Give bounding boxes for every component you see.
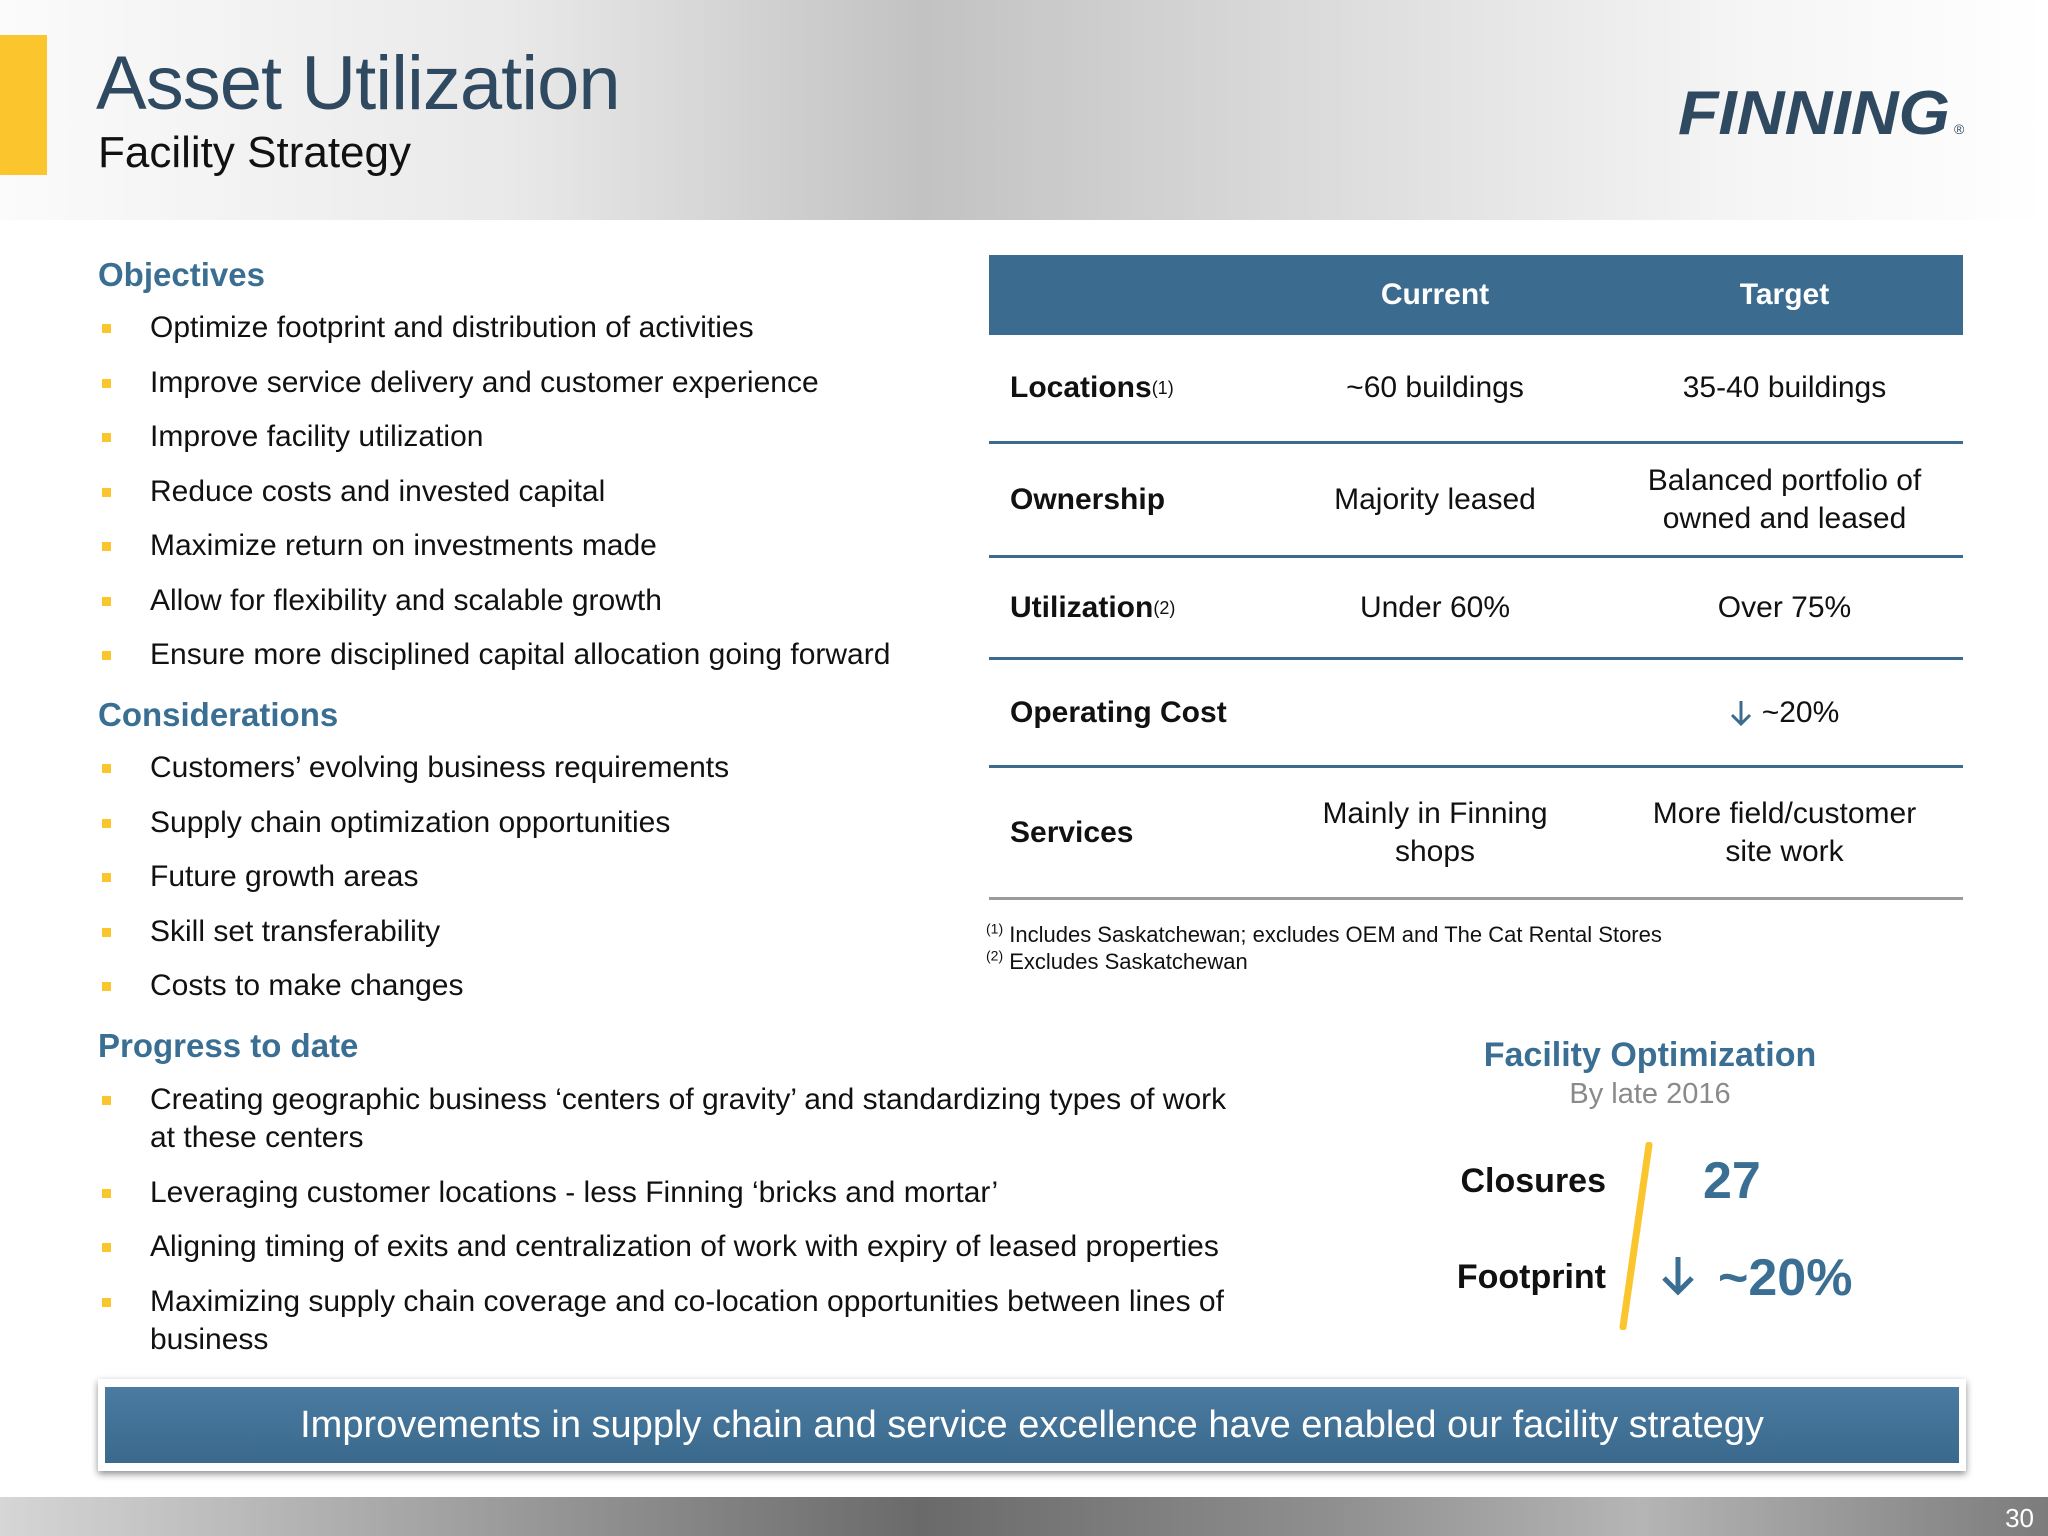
- bullet-icon: [102, 488, 111, 497]
- bullet-icon: [102, 982, 111, 991]
- table-row: [989, 768, 1963, 900]
- finning-logo: [1678, 82, 1968, 142]
- list-item: Improve facility utilization: [98, 418, 890, 456]
- table-row: [989, 335, 1963, 444]
- row-label: Ownership: [1010, 482, 1166, 516]
- facility-optimization-title: Facility Optimization: [1483, 1036, 1817, 1074]
- list-item: Future growth areas: [98, 858, 729, 896]
- progress-heading: Progress to date: [98, 1027, 359, 1064]
- page-title: Asset Utilization: [96, 41, 620, 126]
- list-item: Costs to make changes: [98, 967, 729, 1005]
- cell-target: Over 75%: [1717, 590, 1852, 624]
- divider-line: [1616, 1142, 1656, 1330]
- header-cell-target: Target: [1739, 278, 1830, 311]
- footnote-1: $^{(1)}$ Includes Saskatchewan; excludes OEM and The Cat Rental Stores: [986, 920, 1662, 947]
- conclusion-banner: [98, 1379, 1966, 1471]
- bullet-icon: [102, 1189, 111, 1198]
- page-subtitle: Facility Strategy: [98, 128, 411, 177]
- bullet-icon: [102, 873, 111, 882]
- bullet-icon: [102, 433, 111, 442]
- list-item: Creating geographic business ‘centers of gravity’ and standardizing types of work at these centers: [98, 1081, 1226, 1157]
- row-label: Locations (1): [1010, 371, 1174, 404]
- bullet-icon: [102, 1298, 111, 1307]
- cell-current: [1264, 660, 1606, 765]
- closures-value: 27: [1703, 1152, 1761, 1210]
- row-label: Operating Cost: [1010, 695, 1227, 729]
- logo-registered-mark: ®: [1954, 121, 1965, 137]
- objectives-list: [98, 309, 890, 691]
- bullet-icon: [102, 928, 111, 937]
- row-label: Utilization (2): [1010, 590, 1176, 624]
- bullet-icon: [102, 379, 111, 388]
- logo-text: FINNING: [1678, 82, 1950, 142]
- cell-current: Mainly in Finning shops: [1322, 796, 1548, 868]
- bullet-icon: [102, 324, 111, 333]
- bullet-icon: [102, 764, 111, 773]
- bullet-icon: [102, 819, 111, 828]
- table-header: [989, 255, 1963, 335]
- objectives-heading: Objectives: [98, 256, 265, 293]
- list-item: Aligning timing of exits and centralization of work with expiry of leased properties: [98, 1228, 1226, 1266]
- header-cell-blank: [989, 255, 1264, 335]
- list-item: Optimize footprint and distribution of activities: [98, 309, 890, 347]
- cell-current: Majority leased: [1334, 482, 1536, 516]
- list-item: Improve service delivery and customer experience: [98, 364, 890, 402]
- table-row: [989, 660, 1963, 768]
- list-item: Skill set transferability: [98, 913, 729, 951]
- bullet-icon: [102, 597, 111, 606]
- down-arrow-icon: [1730, 699, 1752, 727]
- closures-label: Closures: [1460, 1162, 1606, 1200]
- progress-list: [98, 1081, 1226, 1375]
- cell-current: ~60 buildings: [1346, 371, 1524, 404]
- bullet-icon: [102, 542, 111, 551]
- down-arrow-icon: [1660, 1254, 1696, 1296]
- list-item: Leveraging customer locations - less Finning ‘bricks and mortar’: [98, 1174, 1226, 1212]
- cell-current: Under 60%: [1359, 590, 1511, 624]
- list-item: Supply chain optimization opportunities: [98, 804, 729, 842]
- banner-text: Improvements in supply chain and service excellence have enabled our facility strategy: [105, 1387, 1959, 1463]
- facility-optimization-subtitle: By late 2016: [1569, 1078, 1731, 1110]
- footprint-value: ~20%: [1718, 1249, 1853, 1307]
- list-item: Maximizing supply chain coverage and co-location opportunities between lines of business: [98, 1283, 1226, 1359]
- list-item: Customers’ evolving business requirements: [98, 749, 729, 787]
- footer-bar: [0, 1497, 2048, 1536]
- bullet-icon: [102, 1096, 111, 1105]
- accent-bar: [0, 35, 47, 175]
- row-label: Services: [1010, 815, 1134, 849]
- table-row: [989, 558, 1963, 660]
- footprint-label: Footprint: [1456, 1258, 1606, 1296]
- list-item: Reduce costs and invested capital: [98, 473, 890, 511]
- considerations-list: [98, 749, 729, 1022]
- footnote-2: $^{(2)}$ Excludes Saskatchewan: [986, 947, 1248, 974]
- list-item: Maximize return on investments made: [98, 527, 890, 565]
- comparison-table: [989, 255, 1963, 900]
- bullet-icon: [102, 1243, 111, 1252]
- cell-target: 35-40 buildings: [1682, 371, 1887, 404]
- bullet-icon: [102, 651, 111, 660]
- list-item: Ensure more disciplined capital allocation going forward: [98, 636, 890, 674]
- table-row: [989, 444, 1963, 558]
- header-cell-current: Current: [1380, 278, 1490, 311]
- cell-target: Balanced portfolio of owned and leased: [1647, 463, 1922, 535]
- considerations-heading: Considerations: [98, 696, 339, 733]
- page-number: 30: [2005, 1503, 2034, 1533]
- list-item: Allow for flexibility and scalable growth: [98, 582, 890, 620]
- cell-target: More field/customer site work: [1652, 796, 1917, 868]
- cell-target: ~20%: [1606, 660, 1963, 765]
